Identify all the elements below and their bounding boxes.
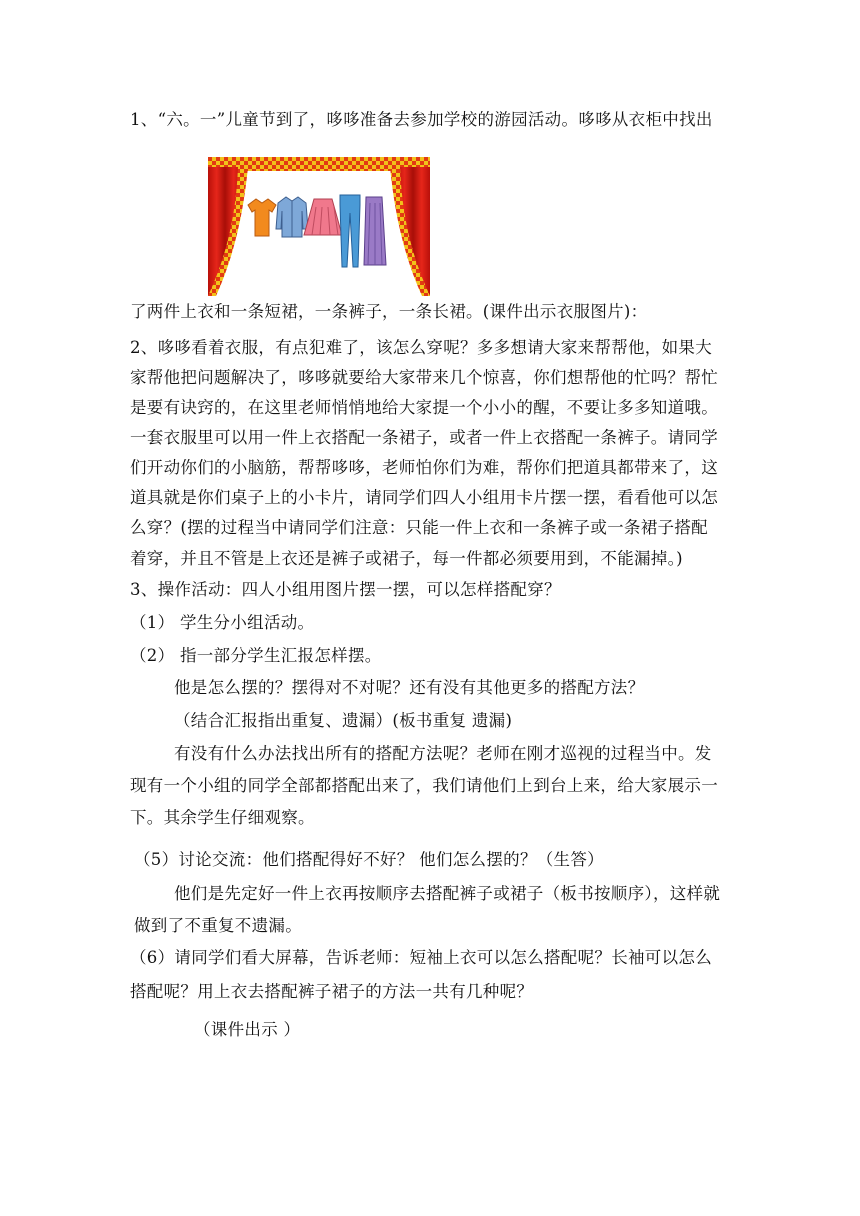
orange-tshirt-icon xyxy=(248,199,276,236)
text-line: （结合汇报指出重复、遗漏）(板书重复 遗漏) xyxy=(174,711,513,730)
pink-skirt-icon xyxy=(304,199,342,235)
text-line: 们开动你们的小脑筋，帮帮哆哆，老师怕你们为难，帮你们把道具都带来了，这 xyxy=(130,458,718,477)
text-line: 他是怎么摆的？摆得对不对呢？还有没有其他更多的搭配方法？ xyxy=(174,678,645,697)
text-line: 1、“六。一”儿童节到了，哆哆准备去参加学校的游园活动。哆哆从衣柜中找出 xyxy=(130,110,713,129)
stage-curtain-illustration xyxy=(208,157,430,296)
text-line: 是要有诀窍的，在这里老师悄悄地给大家提一个小小的醒，不要让多多知道哦。 xyxy=(130,398,718,417)
text-line: 下。其余学生仔细观察。 xyxy=(130,808,315,827)
text-line: 做到了不重复不遗漏。 xyxy=(134,916,302,935)
text-line: 他们是先定好一件上衣再按顺序去搭配裤子或裙子（板书按顺序），这样就 xyxy=(174,884,721,903)
text-line: 3、操作活动：四人小组用图片摆一摆，可以怎样搭配穿？ xyxy=(130,580,561,599)
text-line: （5）讨论交流：他们搭配得好不好？ 他们怎么摆的？（生答） xyxy=(134,850,604,869)
text-line: 着穿，并且不管是上衣还是裤子或裙子，每一件都必须要用到，不能漏掉。) xyxy=(130,549,683,568)
text-line: 一套衣服里可以用一件上衣搭配一条裙子，或者一件上衣搭配一条裤子。请同学 xyxy=(130,428,718,447)
clothes-figure xyxy=(208,157,430,296)
text-line: 了两件上衣和一条短裙，一条裤子，一条长裙。(课件出示衣服图片)： xyxy=(130,302,648,321)
text-line: （1） 学生分小组活动。 xyxy=(130,613,315,632)
text-line: （课件出示 ） xyxy=(194,1020,301,1039)
text-line: 搭配呢？用上衣去搭配裤子裙子的方法一共有几种呢？ xyxy=(130,982,534,1001)
text-line: （6）请同学们看大屏幕，告诉老师：短袖上衣可以怎么搭配呢？长袖可以怎么 xyxy=(130,948,712,967)
text-line: 道具就是你们桌子上的小卡片，请同学们四人小组用卡片摆一摆，看看他可以怎 xyxy=(130,488,718,507)
text-line: 2、哆哆看着衣服，有点犯难了，该怎么穿呢？多多想请大家来帮帮他，如果大 xyxy=(130,338,712,357)
text-line: 家帮他把问题解决了，哆哆就要给大家带来几个惊喜，你们想帮他的忙吗？帮忙 xyxy=(130,368,718,387)
text-line: 有没有什么办法找出所有的搭配方法呢？老师在刚才巡视的过程当中。发 xyxy=(174,744,712,763)
text-line: 现有一个小组的同学全部都搭配出来了，我们请他们上到台上来，给大家展示一 xyxy=(130,776,718,795)
text-line: （2） 指一部分学生汇报怎样摆。 xyxy=(130,646,382,665)
text-line: 么穿？(摆的过程当中请同学们注意：只能一件上衣和一条裤子或一条裙子搭配 xyxy=(130,518,708,537)
blue-jeans-icon xyxy=(340,195,360,267)
